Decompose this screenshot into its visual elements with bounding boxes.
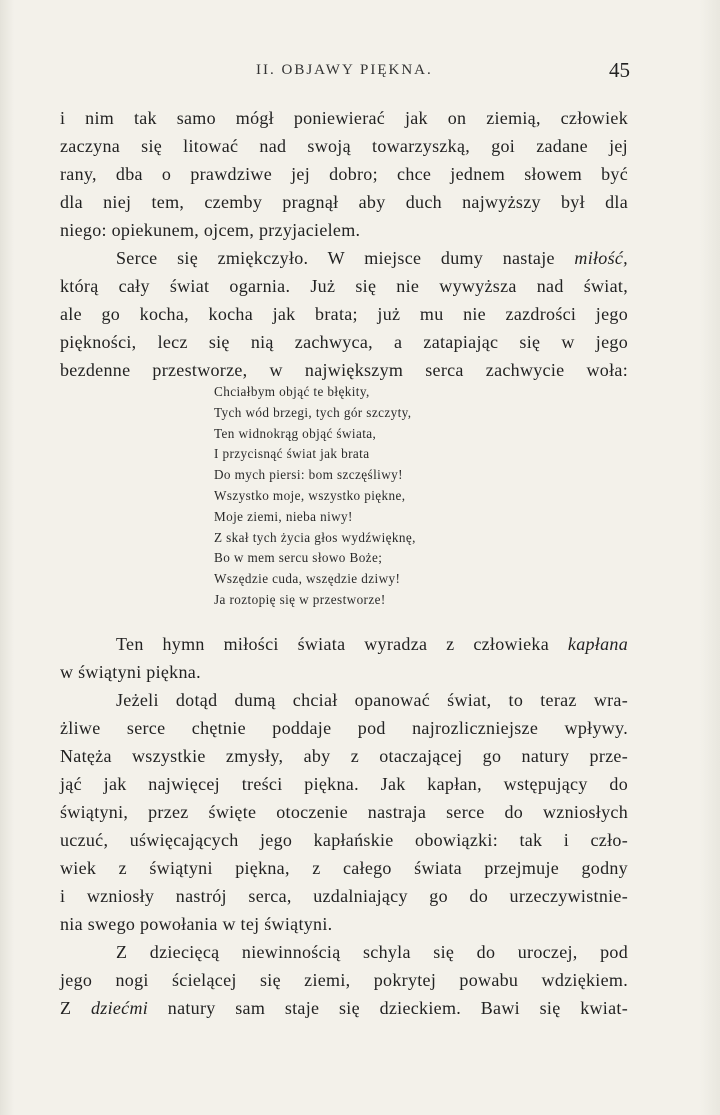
poem-line: Moje ziemi, nieba niwy! [214, 508, 353, 524]
text-line [60, 994, 628, 1022]
text-line: piękności, lecz się nią zachwyca, a zatapiając się w jego [60, 332, 628, 352]
poem-line: I przycisnąć świat jak brata [214, 446, 370, 462]
poem-line: Ja roztopię się w przestworze! [214, 591, 386, 607]
poem-line: Ten widnokrąg objąć świata, [214, 425, 377, 441]
text-span: Ten hymn miłości świata wyradza z człowieka [116, 634, 568, 654]
text-line: jego nogi ścielącej się ziemi, pokrytej powabu wdziękiem. [60, 970, 628, 990]
text-line: nia swego powołania w tej świątyni. [60, 914, 333, 934]
text-line [60, 630, 628, 658]
body-text-bottom [60, 630, 628, 1022]
text-line: dla niej tem, czemby pragnął aby duch najwyższy był dla [60, 192, 628, 212]
poem-line: Tych wód brzegi, tych gór szczyty, [214, 404, 412, 420]
text-line: zaczyna się litować nad swoją towarzyszką, goi zadane jej [60, 136, 628, 156]
text-line: i wzniosły nastrój serca, uzdalniający go do urzeczywistnie- [60, 886, 628, 906]
text-line: bezdenne przestworze, w największym serca zachwycie woła: [60, 360, 628, 380]
text-line: Jeżeli dotąd dumą chciał opanować świat, to teraz wra- [116, 690, 628, 710]
italic-word: kapłana [567, 634, 628, 654]
page-header [60, 58, 630, 88]
text-line: jąć jak najwięcej treści piękna. Jak kapłan, wstępujący do [60, 774, 628, 794]
text-line [60, 244, 628, 272]
text-line: żliwe serce chętnie poddaje pod najrozliczniejsze wpływy. [60, 718, 628, 738]
text-line: uczuć, uświęcających jego kapłańskie obowiązki: tak i czło- [60, 830, 628, 850]
text-line: niego: opiekunem, ojcem, przyjacielem. [60, 220, 361, 240]
poem-line: Bo w mem sercu słowo Boże; [214, 550, 383, 566]
text-line: i nim tak samo mógł poniewierać jak on ziemią, człowiek [60, 108, 628, 128]
page-number: 45 [609, 58, 630, 82]
poem-quote [214, 382, 514, 611]
poem-line: Z skał tych życia głos wydźwięknę, [214, 529, 416, 545]
text-line: ale go kocha, kocha jak brata; już mu nie zazdrości jego [60, 304, 628, 324]
poem-line: Wszędzie cuda, wszędzie dziwy! [214, 571, 401, 587]
poem-line: Chciałbym objąć te błękity, [214, 384, 370, 399]
text-line: którą cały świat ogarnia. Już się nie wywyższa nad świat, [60, 276, 628, 296]
text-line: Natęża wszystkie zmysły, aby z otaczającej go natury prze- [60, 746, 628, 766]
text-line: wiek z świątyni piękna, z całego świata przejmuje godny [60, 858, 628, 878]
text-span: natury sam staje się dzieckiem. Bawi się kwiat- [148, 998, 628, 1018]
text-line: Z dziecięcą niewinnością schyla się do uroczej, pod [116, 942, 628, 962]
running-head: II. OBJAWY PIĘKNA. [256, 62, 433, 78]
body-text-top [60, 104, 628, 384]
poem-line: Wszystko moje, wszystko piękne, [214, 487, 406, 503]
text-line: w świątyni piękna. [60, 662, 201, 682]
text-span: Serce się zmiękczyło. W miejsce dumy nastaje [116, 248, 575, 268]
poem-line: Do mych piersi: bom szczęśliwy! [214, 467, 403, 483]
text-line: świątyni, przez święte otoczenie nastraja serce do wzniosłych [60, 802, 628, 822]
italic-word: dziećmi [90, 998, 149, 1018]
text-span: Z [60, 998, 91, 1018]
text-line: rany, dba o prawdziwe jej dobro; chce jednem słowem być [60, 164, 628, 184]
italic-word: miłość, [574, 248, 628, 268]
